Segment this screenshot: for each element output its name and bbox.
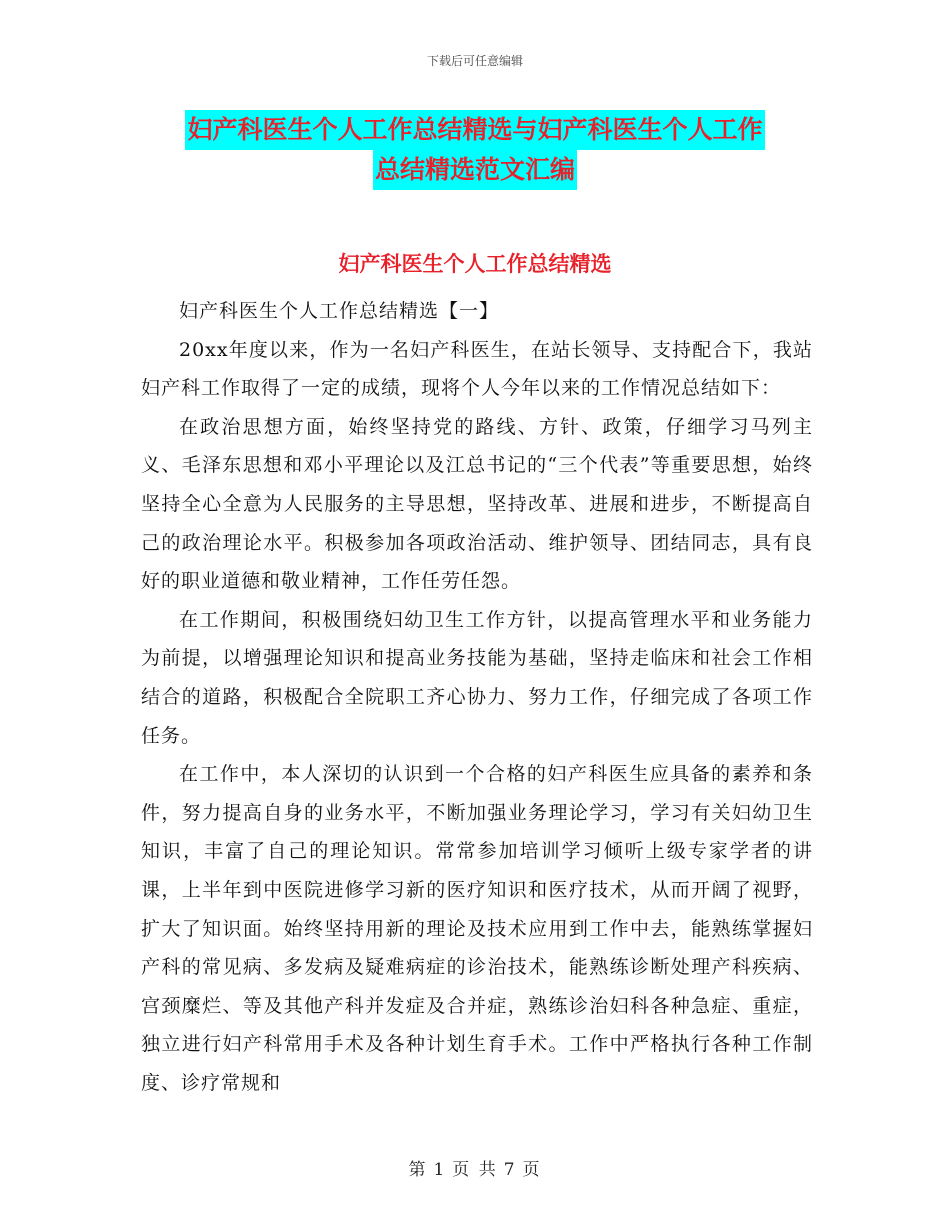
paragraph-work-skills: 在工作中，本人深切的认识到一个合格的妇产科医生应具备的素养和条件，努力提高自身的业务水平，不断加强业务理论学习，学习有关妇幼卫生知识，丰富了自己的理论知识。常常参加培训学习倾听上级专家学者的讲课，上半年到中医院进修学习新的医疗知识和医疗技术，从而开阔了视野，扩大了知识面。始终坚持用新的理论及技术应用到工作中去，能熟练掌握妇产科的常见病、多发病及疑难病症的诊治技术，能熟练诊断处理产科疾病、宫颈糜烂、等及其他产科并发症及合并症，熟练诊治妇科各种急症、重症，独立进行妇产科常用手术及各种计划生育手术。工作中严格执行各种工作制度、诊疗常规和 — [141, 763, 813, 1094]
section-title: 妇产科医生个人工作总结精选 — [338, 251, 612, 276]
paragraph-subtitle: 妇产科医生个人工作总结精选【一】 — [179, 300, 500, 322]
document-body — [141, 292, 813, 1102]
page-label-mid: 页 共 — [452, 1160, 498, 1180]
page-label-suffix: 页 — [522, 1160, 542, 1180]
page-total: 7 — [503, 1160, 517, 1180]
paragraph-work-period: 在工作期间，积极围绕妇幼卫生工作方针，以提高管理水平和业务能力为前提，以增强理论知识和提高业务技能为基础，坚持走临床和社会工作相结合的道路，积极配合全院职工齐心协力、努力工作，仔细完成了各项工作任务。 — [141, 608, 813, 747]
header-note: 下载后可任意编辑 — [426, 54, 523, 68]
page-label-prefix: 第 — [408, 1160, 428, 1180]
paragraph-political: 在政治思想方面，始终坚持党的路线、方针、政策，仔细学习马列主义、毛泽东思想和邓小平理论以及江总书记的“三个代表”等重要思想，始终坚持全心全意为人民服务的主导思想，坚持改革、进展和进步，不断提高自己的政治理论水平。积极参加各项政治活动、维护领导、团结同志，具有良好的职业道德和敬业精神，工作任劳任怨。 — [141, 415, 813, 593]
document-title-line-2: 总结精选范文汇编 — [373, 150, 577, 190]
document-title — [0, 110, 950, 190]
document-title-line-1: 妇产科医生个人工作总结精选与妇产科医生个人工作 — [185, 110, 764, 150]
paragraph-intro: 20xx年度以来，作为一名妇产科医生，在站长领导、支持配合下，我站妇产科工作取得了一定的成绩，现将个人今年以来的工作情况总结如下： — [141, 338, 813, 400]
page-current: 1 — [433, 1160, 447, 1180]
page-footer — [0, 1155, 950, 1180]
